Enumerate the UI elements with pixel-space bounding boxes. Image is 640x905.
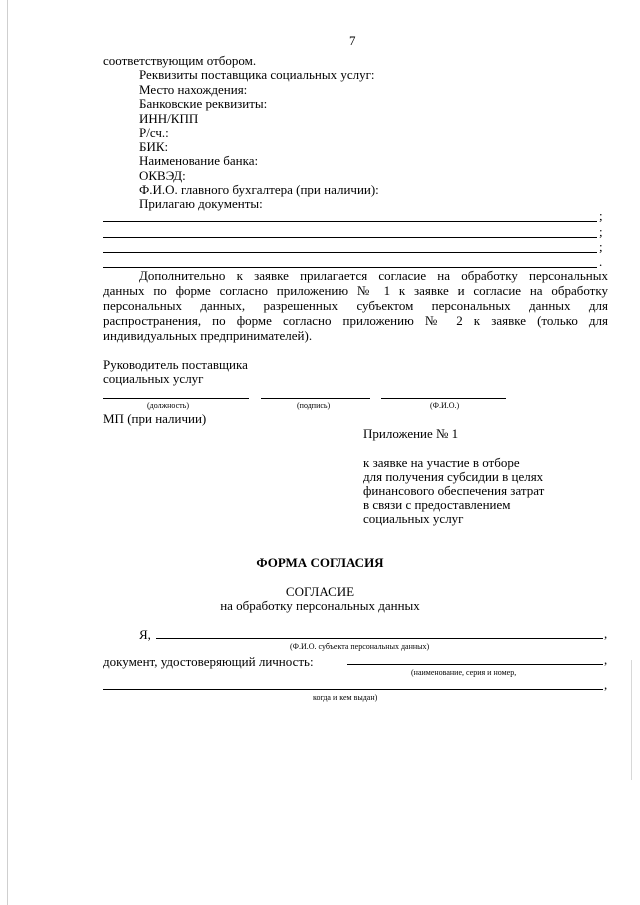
form-heading: ФОРМА СОГЛАСИЯ — [256, 555, 384, 570]
appendix-line-3: финансового обеспечения затрат — [363, 483, 545, 498]
fio-comma: , — [604, 626, 608, 641]
document-line-4-end: . — [599, 254, 603, 269]
field-chief-accountant: Ф.И.О. главного бухгалтера (при наличии): — [139, 182, 379, 197]
issued-caption: когда и кем выдан) — [313, 693, 378, 702]
document-line-2-end: ; — [599, 224, 603, 239]
appendix-line-1: к заявке на участие в отборе — [363, 455, 520, 470]
doc-comma: , — [604, 652, 608, 667]
paragraph-line-3: персональных данных, разрешенных субъектом персональных данных для — [103, 298, 608, 313]
attach-label: Прилагаю документы: — [139, 196, 263, 211]
doc-caption: (наименование, серия и номер, — [411, 668, 517, 677]
fio-line — [156, 638, 603, 639]
issued-comma: , — [604, 677, 608, 692]
document-line-3-end: ; — [599, 239, 603, 254]
i-label: Я, — [139, 627, 151, 642]
field-inn-kpp: ИНН/КПП — [139, 111, 199, 126]
document-line-3 — [103, 252, 597, 253]
consent-paragraph — [103, 268, 608, 343]
field-bank-name: Наименование банка: — [139, 153, 259, 168]
field-account: Р/сч.: — [139, 125, 169, 140]
paragraph-line-2: данных по форме согласно приложению № 1 к заявке и согласие на обработку — [103, 283, 608, 298]
appendix-line-4: в связи с предоставлением — [363, 497, 511, 512]
name-line — [381, 398, 506, 399]
signature-line — [261, 398, 370, 399]
field-okved: ОКВЭД: — [139, 168, 186, 183]
appendix-line-2: для получения субсидии в целях — [363, 469, 544, 484]
consent-title: СОГЛАСИЕ — [285, 584, 355, 599]
caption-signature: (подпись) — [297, 401, 331, 410]
requisites-title: Реквизиты поставщика социальных услуг: — [139, 67, 375, 82]
fio-caption: (Ф.И.О. субъекта персональных данных) — [290, 642, 430, 651]
page-number: 7 — [349, 33, 356, 48]
stamp-label: МП (при наличии) — [103, 411, 207, 426]
scan-edge — [7, 0, 8, 905]
appendix-title: Приложение № 1 — [363, 426, 459, 441]
document-line-1 — [103, 221, 597, 222]
caption-name: (Ф.И.О.) — [430, 401, 460, 410]
document-line-1-end: ; — [599, 208, 603, 223]
head-title-line-1: Руководитель поставщика — [103, 357, 248, 372]
caption-position: (должность) — [147, 401, 189, 410]
appendix-line-5: социальных услуг — [363, 511, 464, 526]
paragraph-line-1: Дополнительно к заявке прилагается согласие на обработку персональных — [139, 268, 608, 283]
issued-line — [103, 689, 603, 690]
document-line-2 — [103, 237, 597, 238]
doc-line — [347, 664, 603, 665]
paragraph-line-4: распространения, по форме согласно приложению № 2 к заявке (только для — [103, 313, 608, 328]
intro-line: соответствующим отбором. — [103, 53, 257, 68]
position-line — [103, 398, 249, 399]
paragraph-line-5: индивидуальных предпринимателей). — [103, 328, 313, 343]
doc-label: документ, удостоверяющий личность: — [103, 654, 314, 669]
field-bik: БИК: — [139, 139, 169, 154]
scan-edge-right — [631, 660, 632, 780]
head-title-line-2: социальных услуг — [103, 371, 204, 386]
field-bank-requisites: Банковские реквизиты: — [139, 96, 268, 111]
field-location: Место нахождения: — [139, 82, 248, 97]
consent-subtitle: на обработку персональных данных — [220, 598, 420, 613]
